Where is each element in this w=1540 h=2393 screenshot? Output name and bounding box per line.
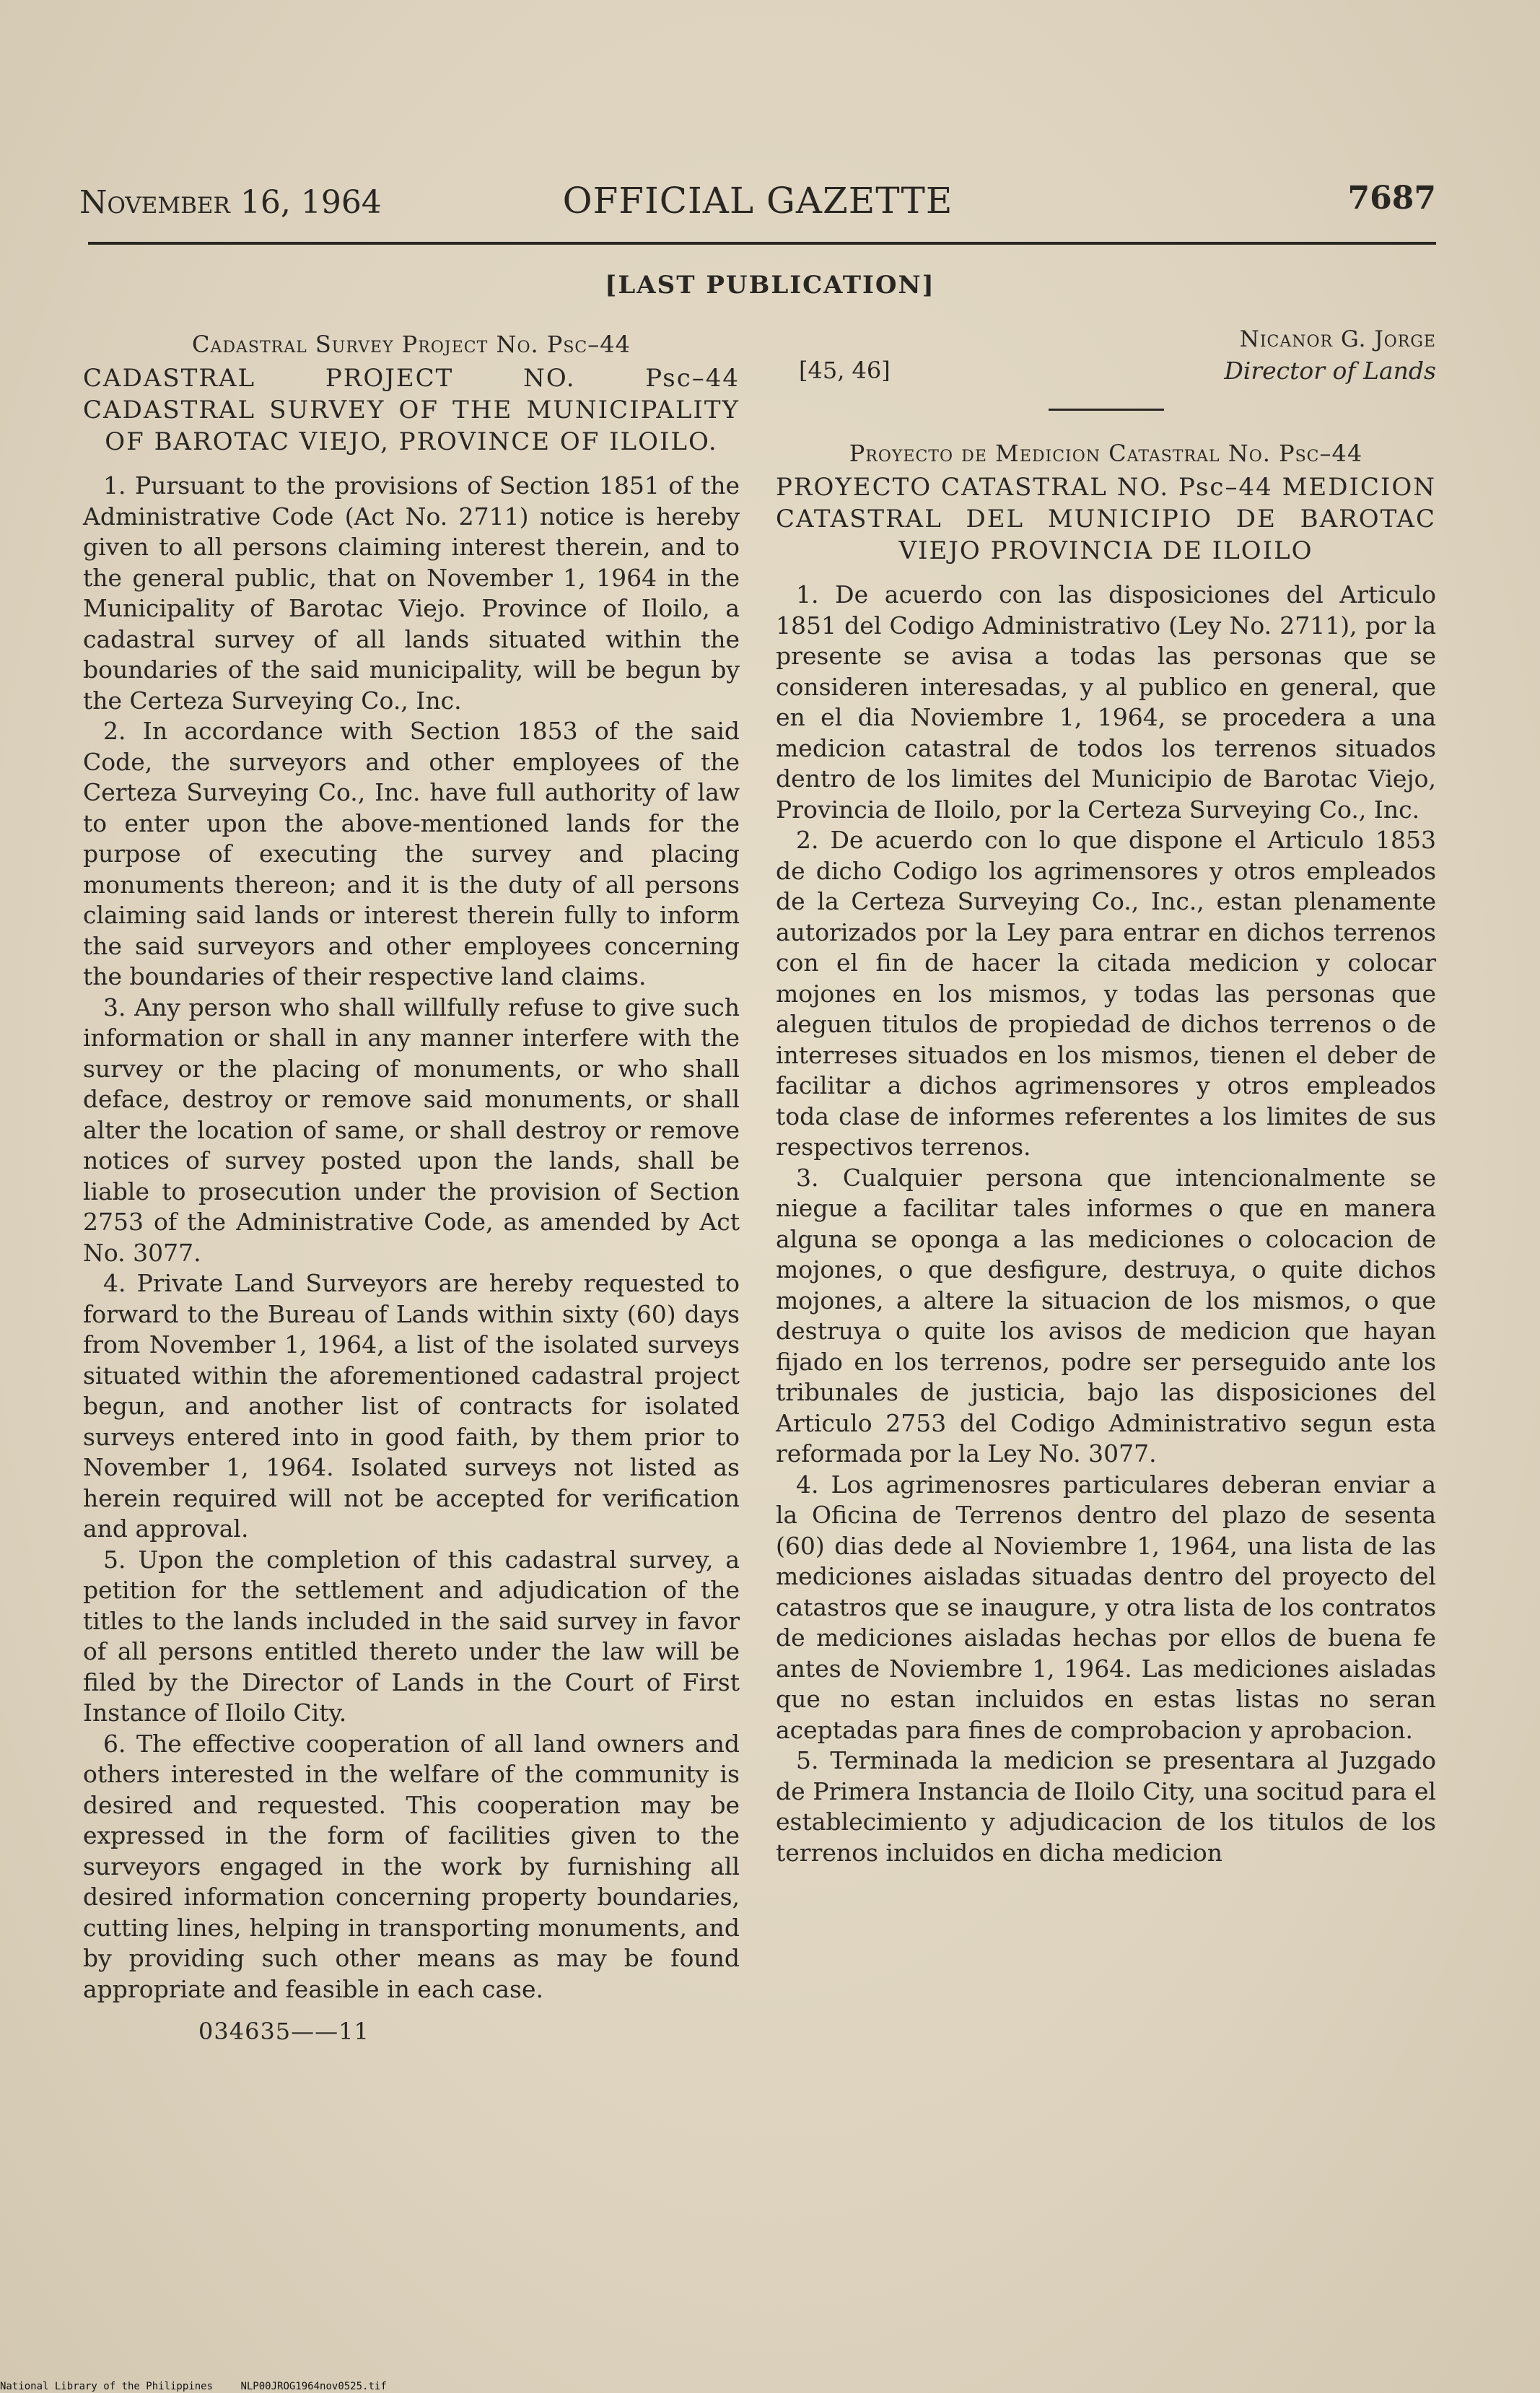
english-paragraph-6: 6. The effective cooperation of all land owners and others interested in the welfare of the community is desired and requested. This cooperation may be expressed in the form of facilities given to the surveyors engaged in the work by furnishing all desired information concerning property boundaries, cutting lines, helping in transporting monuments, and by providing such other means as may be found appropriate and feasible in each case.	[83, 1729, 740, 2003]
issue-date: November 16, 1964	[79, 184, 382, 221]
spanish-paragraph-3: 3. Cualquier persona que intencionalmente se niegue a facilitar tales informes o que en manera alguna se oponga a las mediciones o colocacion de mojones, o que desfigure, destruya, o quite dichos mojones, a altere la situacion de los mismos, o que destruya o quite los avisos de medicion que hayan fijado en los terrenos, podre ser perseguido ante los tribunales de justicia, bajo las disposiciones del Articulo 2753 del Codigo Administrativo segun esta reformada por la Ley No. 3077.	[776, 1163, 1436, 1468]
print-code: 034635——11	[198, 2018, 369, 2045]
publication-title: OFFICIAL GAZETTE	[562, 180, 953, 222]
spanish-project-title: PROYECTO CATASTRAL NO. Psc–44 MEDICION CATASTRAL DEL MUNICIPIO DE BAROTAC VIEJO PROVINCIA DE ILOILO	[776, 473, 1436, 565]
signatory-title: Director of Lands	[1224, 357, 1436, 385]
spanish-column	[776, 323, 1436, 1868]
english-subhead: Cadastral Survey Project No. Psc–44	[192, 331, 631, 358]
running-header	[79, 180, 1436, 235]
spanish-paragraph-5: 5. Terminada la medicion se presentara al Juzgado de Primera Instancia de Iloilo City, una socitud para el establecimiento y adjudicacion de los titulos de los terrenos incluidos en dicha medicion	[776, 1746, 1436, 1867]
last-publication-label: [LAST PUBLICATION]	[605, 271, 935, 300]
english-column	[83, 325, 740, 2045]
scan-catalog-line	[0, 2381, 408, 2392]
english-paragraph-1: 1. Pursuant to the provisions of Section 1851 of the Administrative Code (Act No. 2711) notice is hereby given to all persons claiming interest therein, and to the general public, that on November 1, 1964 in the Municipality of Barotac Viejo. Province of Iloilo, a cadastral survey of all lands situated within the boundaries of the said municipality, will be begun by the Certeza Surveying Co., Inc.	[83, 471, 740, 715]
english-project-title: CADASTRAL PROJECT NO. Psc–44 CADASTRAL SURVEY OF THE MUNICIPALITY OF BAROTAC VIEJO, PROVINCE OF ILOILO.	[83, 364, 740, 456]
english-paragraph-5: 5. Upon the completion of this cadastral survey, a petition for the settlement and adjudication of the titles to the lands included in the said survey in favor of all persons entitled thereto under the law will be filed by the Director of Lands in the Court of First Instance of Iloilo City.	[83, 1545, 740, 1727]
page-number: 7687	[1347, 180, 1436, 217]
english-paragraph-2: 2. In accordance with Section 1853 of the said Code, the surveyors and other employees of the Certeza Surveying Co., Inc. have full authority of law to enter upon the above-mentioned lands for the purpose of executing the survey and placing monuments thereon; and it is the duty of all persons claiming said lands or interest therein fully to inform the said surveyors and other employees concerning the boundaries of their respective land claims.	[83, 717, 740, 990]
scan-filename: NLP00JROG1964nov0525.tif	[240, 2381, 387, 2392]
spanish-paragraph-2: 2. De acuerdo con lo que dispone el Articulo 1853 de dicho Codigo los agrimensores y otros empleados de la Certeza Surveying Co., Inc., estan plenamente autorizados por la Ley para entrar en dichos terrenos con el fin de hacer la citada medicion y colocar mojones en los mismos, y todas las personas que aleguen titulos de propiedad de dichos terrenos o de interreses situados en los mismos, tienen el deber de facilitar a dichos agrimensores y otros empleados toda clase de informes referentes a los limites de sus respectivos terrenos.	[776, 826, 1436, 1161]
spanish-paragraph-4: 4. Los agrimenosres particulares deberan enviar a la Oficina de Terrenos dentro del plazo de sesenta (60) dias dede al Noviembre 1, 1964, una lista de las mediciones aisladas situadas dentro del proyecto del catastros que se inaugure, y otra lista de los contratos de mediciones aisladas hechas por ellos de buena fe antes de Noviembre 1, 1964. Las mediciones aisladas que no estan incluidos en estas listas no seran aceptadas para fines de comprobacion y aprobacion.	[776, 1470, 1436, 1744]
english-paragraph-4: 4. Private Land Surveyors are hereby requested to forward to the Bureau of Lands within sixty (60) days from November 1, 1964, a list of the isolated surveys situated within the aforementioned cadastral project begun, and another list of contracts for isolated surveys entered into in good faith, by them prior to November 1, 1964. Isolated surveys not listed as herein required will not be accepted for verification and approval.	[83, 1269, 740, 1543]
signature-block	[776, 326, 1436, 396]
english-paragraph-3: 3. Any person who shall willfully refuse to give such information or shall in any manner interfere with the survey or the placing of monuments, or who shall deface, destroy or remove said monuments, or shall alter the location of same, or shall destroy or remove notices of survey posted upon the lands, shall be liable to prosecution under the provision of Section 2753 of the Administrative Code, as amended by Act No. 3077.	[83, 993, 740, 1267]
library-name: National Library of the Philippines	[0, 2381, 214, 2392]
header-rule	[88, 242, 1436, 245]
signatory-name: Nicanor G. Jorge	[1239, 326, 1436, 352]
spanish-subhead: Proyecto de Medicion Catastral No. Psc–44	[849, 440, 1363, 467]
publication-reference: [45, 46]	[799, 357, 891, 384]
spanish-paragraph-1: 1. De acuerdo con las disposiciones del Articulo 1851 del Codigo Administrativo (Ley No. 2711), por la presente se avisa a todas las personas que se consideren interesadas, y al publico en general, que en el dia Noviembre 1, 1964, se procedera a una medicion catastral de todos los terrenos situados dentro de los limites del Municipio de Barotac Viejo, Provincia de Iloilo, por la Certeza Surveying Co., Inc.	[776, 580, 1436, 824]
section-divider	[1049, 409, 1164, 411]
